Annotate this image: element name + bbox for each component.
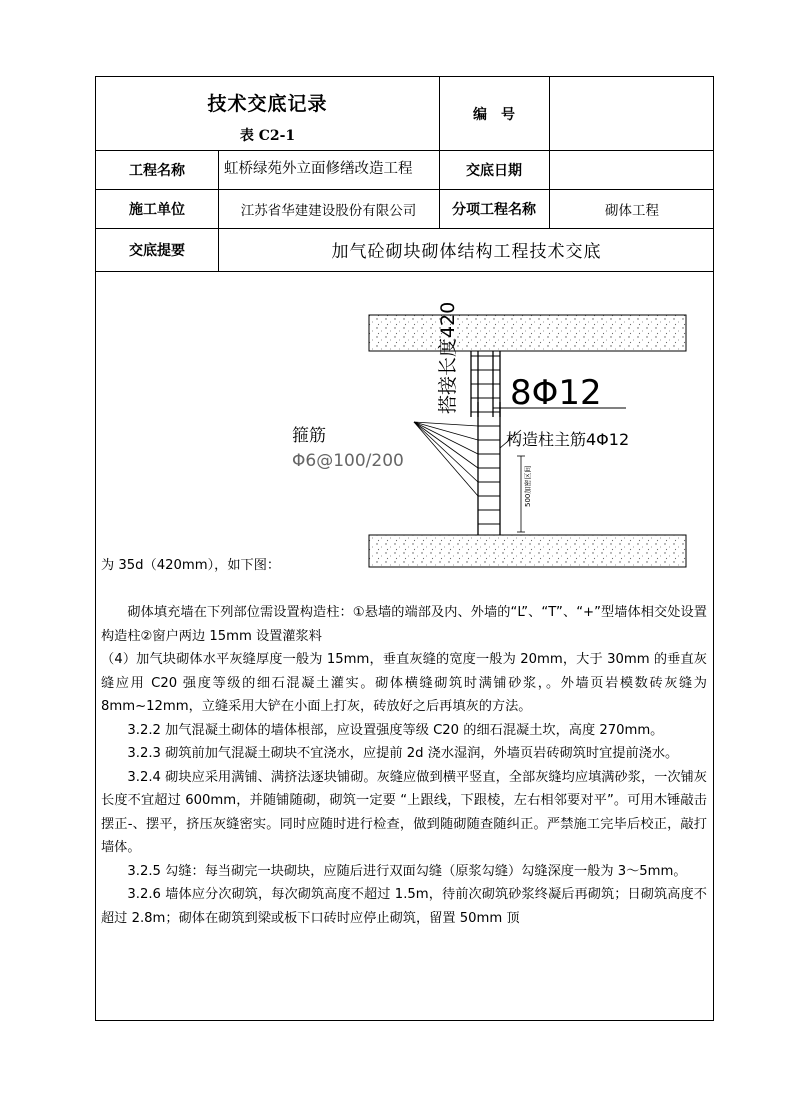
paragraph: 3.2.2 加气混凝土砌体的墙体根部，应设置强度等级 C20 的细石混凝土坎，高度 270mm。: [127, 722, 664, 738]
spacer: [101, 578, 707, 602]
dense-zone-label: 500加密区间: [524, 465, 532, 507]
body-content: [101, 554, 707, 930]
project-name-value: 虹桥绿苑外立面修缮改造工程: [224, 161, 413, 177]
constructional-column-diagram: [96, 272, 713, 572]
paragraph: 3.2.3 砌筑前加气混凝土砌块不宜浇水，应提前 2d 浇水湿润，外墙页岩砖砌筑时宜提前浇水。: [127, 746, 679, 761]
stirrup-label: 箍筋: [292, 426, 326, 446]
date-value: [549, 150, 714, 189]
summary-value: 加气砼砌块砌体结构工程技术交底: [331, 242, 602, 262]
project-name-label: 工程名称: [129, 162, 185, 179]
top-slab: [369, 315, 686, 351]
stirrup-spec: Φ6@100/200: [292, 451, 404, 471]
paragraph: 3.2.4 砌块应采用满铺、满挤法逐块铺砌。灰缝应做到横平竖直，全部灰缝均应填满砂浆，一次铺灰长度不宜超过 600mm，并随铺随砌，砌筑一定要 “上跟线，下跟棱，左右相邻要对平”。可用木锤敲击摆正-、摆平，挤压灰缝密实。同时应随时进行检查，做到随砌随查随纠正。严禁施工完毕后校正，敲打墙体。: [101, 769, 707, 855]
record-form: [95, 76, 714, 1021]
paragraph: 砌体填充墙在下列部位需设置构造柱：①悬墙的端部及内、外墙的“L”、“T”、“+”型墙体相交处设置构造柱②窗户两边 15mm 设置灌浆料: [101, 605, 707, 644]
paragraph: 3.2.5 勾缝：每当砌完一块砌块，应随后进行双面勾缝（原浆勾缝）勾缝深度一般为 3～5mm。: [127, 863, 687, 879]
header-title-cell: [96, 77, 439, 150]
lap-length-label: 搭接长度420: [437, 301, 459, 414]
column-main-label: 构造柱主筋4Φ12: [506, 430, 630, 449]
summary-label: 交底提要: [129, 242, 185, 259]
stirrup-leaders: [414, 422, 478, 496]
intro-line: 为 35d（420mm），如下图：: [101, 558, 281, 573]
page-title: 技术交底记录: [207, 92, 328, 115]
subproject-label: 分项工程名称: [452, 201, 536, 218]
contractor-value: 江苏省华建建设股份有限公司: [240, 202, 417, 219]
stirrups: [471, 356, 500, 524]
contractor-label: 施工单位: [129, 201, 185, 218]
paragraph: 3.2.6 墙体应分次砌筑，每次砌筑高度不超过 1.5m，待前次砌筑砂浆终凝后再砌筑；日砌筑高度不超过 2.8m；砌体在砌筑到梁或板下口砖时应停止砌筑，留置 50mm 顶: [101, 887, 707, 926]
date-label: 交底日期: [466, 162, 522, 179]
subproject-value: 砌体工程: [605, 202, 659, 219]
rebar-label: 8Φ12: [510, 373, 602, 413]
paragraph: （4）加气块砌体水平灰缝厚度一般为 15mm，垂直灰缝的宽度一般为 20mm，大于 30mm 的垂直灰缝应用 C20 强度等级的细石混凝土灌实。砌体横缝砌筑时满铺砂浆，。外墙页岩模数砖灰缝为 8mm~12mm，立缝采用大铲在小面上打灰，砖放好之后再填灰的方法。: [101, 652, 707, 714]
number-label: 编 号: [473, 106, 515, 123]
number-value: [549, 77, 714, 150]
form-number: 表 C2-1: [239, 127, 296, 144]
